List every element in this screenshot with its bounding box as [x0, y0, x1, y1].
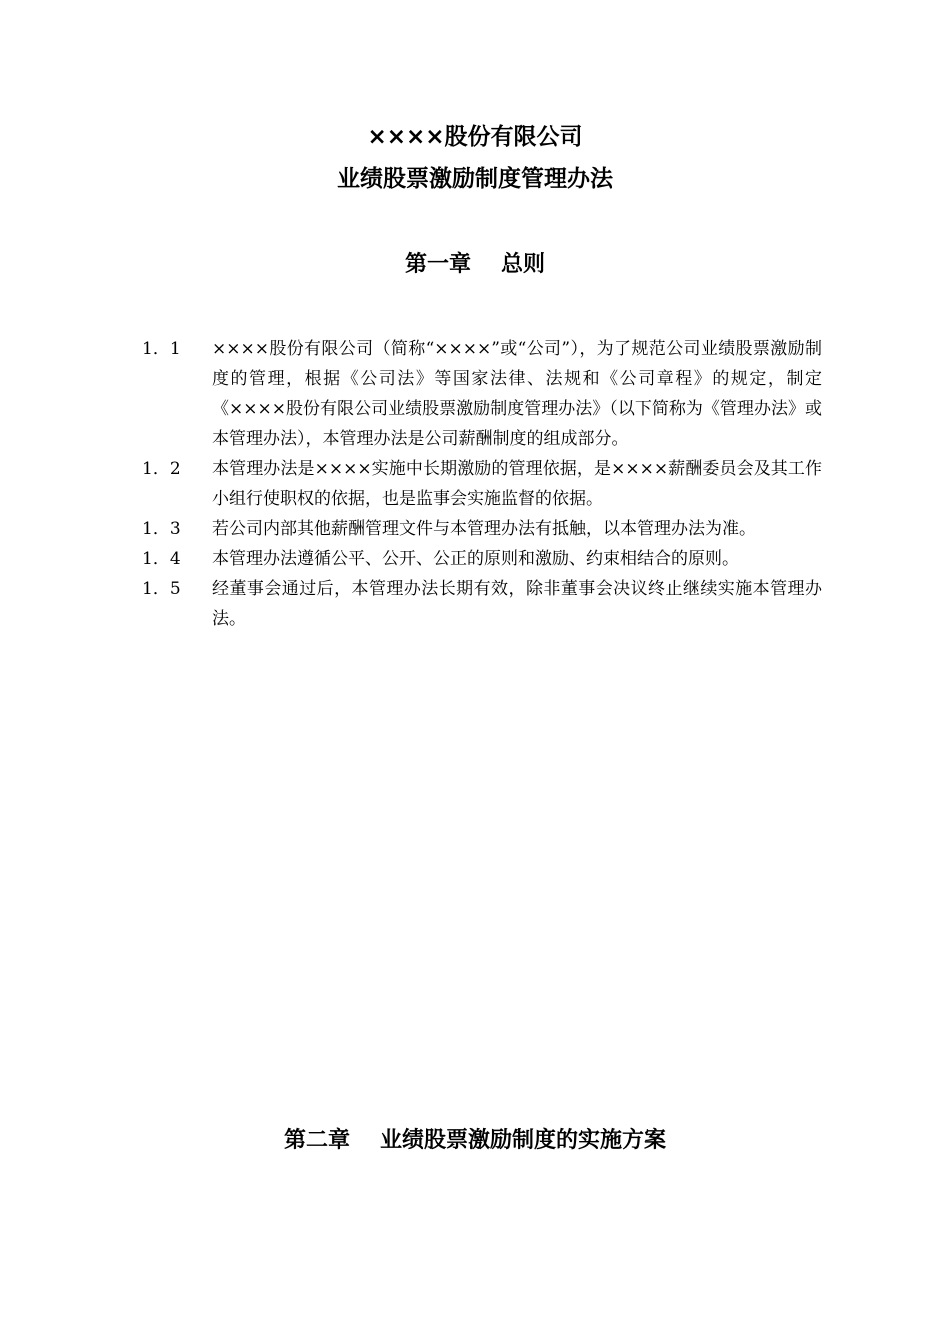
company-title: ××××股份有限公司: [367, 124, 583, 150]
clause-number: 1．1: [142, 339, 181, 359]
chapter-1-heading: [0, 250, 950, 280]
clause-number: 1．3: [142, 519, 181, 539]
chapter-1-name: 总则: [501, 252, 546, 277]
clause-text: 若公司内部其他薪酬管理文件与本管理办法有抵触，以本管理办法为准。: [212, 519, 756, 539]
document-title: 业绩股票激励制度管理办法: [337, 166, 613, 192]
clause-item: [142, 454, 822, 514]
chapter-2-number: 第二章: [283, 1128, 350, 1153]
clause-number: 1．4: [142, 549, 181, 569]
clause-text: 经董事会通过后，本管理办法长期有效，除非董事会决议终止继续实施本管理办法。: [212, 579, 822, 629]
chapter-1-clause-list: [142, 334, 822, 634]
chapter-2-heading: [0, 1126, 950, 1156]
chapter-1-number: 第一章: [404, 252, 471, 277]
clause-item: [142, 334, 822, 454]
clause-item: [142, 514, 822, 544]
clause-item: [142, 574, 822, 634]
clause-item: [142, 544, 822, 574]
clause-number: 1．5: [142, 579, 181, 599]
clause-text: 本管理办法是××××实施中长期激励的管理依据，是××××薪酬委员会及其工作小组行使职权的依据，也是监事会实施监督的依据。: [212, 459, 822, 509]
chapter-2-name: 业绩股票激励制度的实施方案: [380, 1128, 667, 1153]
clause-text: 本管理办法遵循公平、公开、公正的原则和激励、约束相结合的原则。: [212, 549, 739, 569]
clause-number: 1．2: [142, 459, 181, 479]
clause-text: ××××股份有限公司（简称“××××”或“公司”），为了规范公司业绩股票激励制度的管理，根据《公司法》等国家法律、法规和《公司章程》的规定，制定《××××股份有限公司业绩股票激励制度管理办法》（以下简称为《管理办法》或本管理办法），本管理办法是公司薪酬制度的组成部分。: [212, 339, 822, 449]
